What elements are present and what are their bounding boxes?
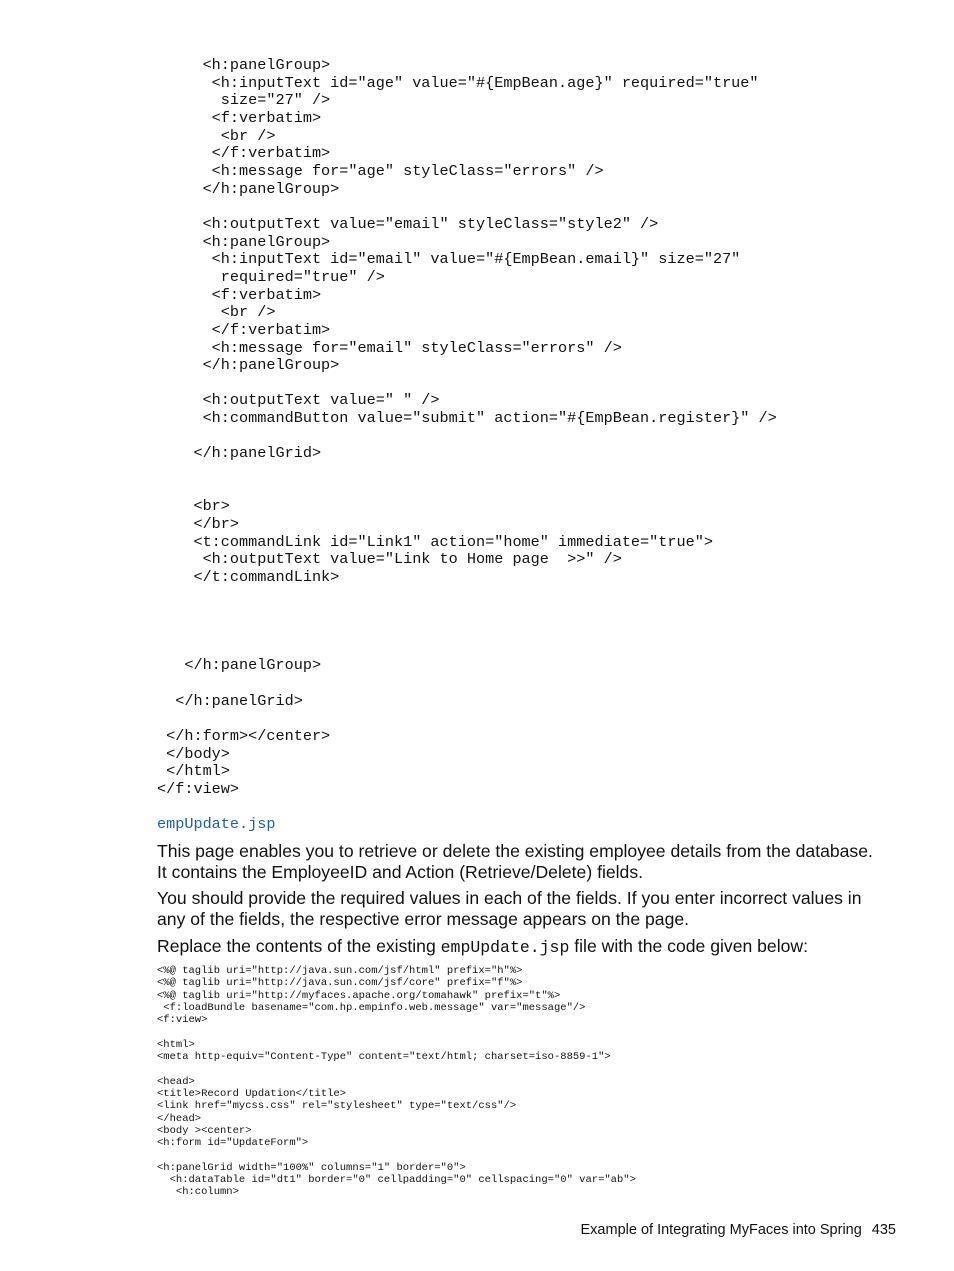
page-number: 435 xyxy=(871,1222,896,1238)
paragraph-replace-before: Replace the contents of the existing xyxy=(157,936,441,956)
inline-filename: empUpdate.jsp xyxy=(440,938,570,957)
paragraph-replace-after: file with the code given below: xyxy=(569,936,809,956)
paragraph-replace-contents xyxy=(157,936,887,958)
code-listing-continued: <h:panelGroup> <h:inputText id="age" value="#{EmpBean.age}" required="true" size="27" /> <f:verbatim> <br /> </f:verbatim> <h:message for="age" styleClass="errors" /> </h:panelGroup> <h:outputText value="email" styleClass="style2" /> <h:panelGroup> <h:inputText id="email" value="#{EmpBean.email}" size="27" required="true" /> <f:verbatim> <br /> </f:verbatim> <h:message for="email" styleClass="errors" /> </h:panelGroup> <h:outputText value=" " /> <h:commandButton value="submit" action="#{EmpBean.register}" /> </h:panelGrid> <br> </br> <t:commandLink id="Link1" action="home" immediate="true"> <h:outputText value="Link to Home page >>" /> </t:commandLink> </h:panelGroup> </h:panelGrid> </h:form></center> </body> </html> </f:view> xyxy=(157,56,777,798)
page-footer xyxy=(581,1222,896,1238)
footer-title: Example of Integrating MyFaces into Spring xyxy=(580,1222,862,1238)
section-heading-empupdate: empUpdate.jsp xyxy=(157,815,276,833)
code-listing-empupdate: <%@ taglib uri="http://java.sun.com/jsf/html" prefix="h"%> <%@ taglib uri="http://java.sun.com/jsf/core" prefix="f"%> <%@ taglib uri="http://myfaces.apache.org/tomahawk" prefix="t"%> <f:loadBundle basename="com.hp.empinfo.web.message" var="message"/> <f:view> <html> <meta http-equiv="Content-Type" content="text/html; charset=iso-8859-1"> <head> <title>Record Updation</title> <link href="mycss.css" rel="stylesheet" type="text/css"/> </head> <body ><center> <h:form id="UpdateForm"> <h:panelGrid width="100%" columns="1" border="0"> <h:dataTable id="dt1" border="0" cellpadding="0" cellspacing="0" var="ab"> <h:column> xyxy=(157,965,636,1199)
paragraph-instructions: You should provide the required values in each of the fields. If you enter incorrect values in any of the fields, the respective error message appears on the page. xyxy=(157,888,862,929)
paragraph-description: This page enables you to retrieve or delete the existing employee details from the database. It contains the EmployeeID and Action (Retrieve/Delete) fields. xyxy=(157,841,873,882)
